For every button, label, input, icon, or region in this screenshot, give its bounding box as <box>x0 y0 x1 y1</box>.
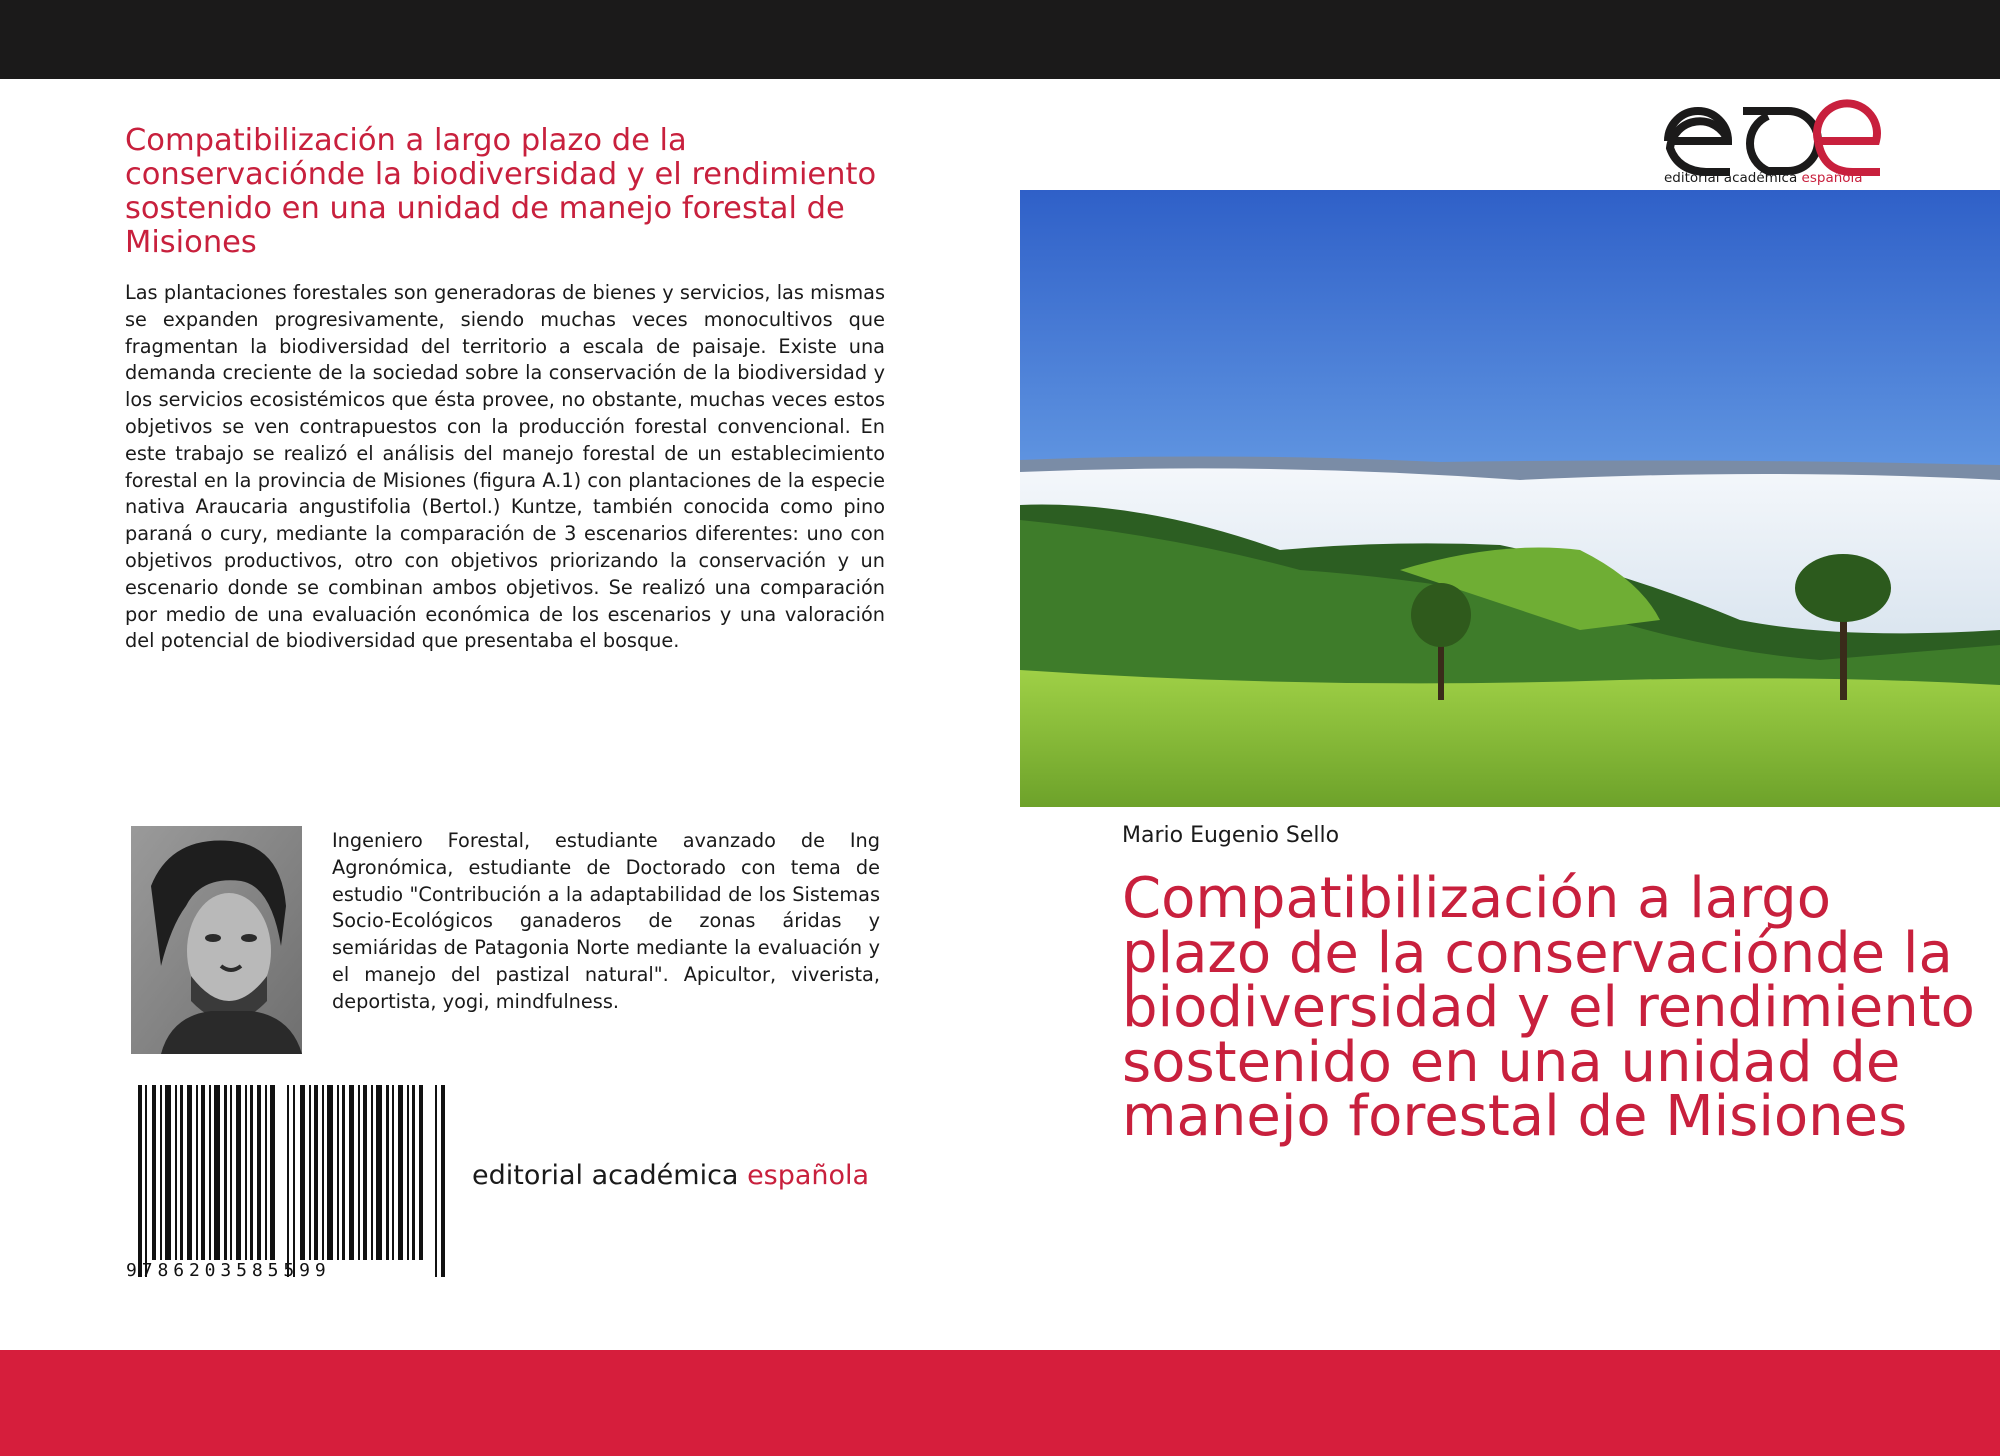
publisher-name-part1: editorial académica <box>472 1160 739 1191</box>
author-portrait <box>131 826 302 1054</box>
isbn-digits: 9786203585599 <box>126 1260 331 1281</box>
back-cover-title: Compatibilización a largo plazo de la conservaciónde la biodiversidad y el rendimiento sostenido en una unidad de manejo forestal de Misiones <box>125 123 877 260</box>
publisher-wordmark <box>472 1160 869 1191</box>
logo-caption-part1: editorial académica <box>1664 170 1798 186</box>
top-band <box>0 0 2000 79</box>
author-bio: Ingeniero Forestal, estudiante avanzado de Ing Agronómica, estudiante de Doctorado con tema de estudio "Contribución a la adaptabilidad de los Sistemas Socio-Ecológicos ganaderos de zonas áridas y semiáridas de Patagonia Norte mediante la evaluación y el manejo del pastizal natural". Apicultor, viverista, deportista, yogi, mindfulness. <box>332 829 880 1013</box>
front-author: Mario Eugenio Sello <box>1122 823 1340 848</box>
author-portrait-image <box>131 826 302 1054</box>
logo-caption-part2: española <box>1801 170 1863 186</box>
back-cover-blurb: Las plantaciones forestales son generadoras de bienes y servicios, las mismas se expanden progresivamente, siendo muchas veces monocultivos que fragmentan la biodiversidad del territorio a escala de paisaje. Existe una demanda creciente de la sociedad sobre la conservación de la biodiversidad y los servicios ecosistémicos que ésta provee, no obstante, muchas veces estos objetivos se ven contrapuestos con la producción forestal convencional. En este trabajo se realizó el análisis del manejo forestal de un establecimiento forestal en la provincia de Misiones (figura A.1) con plantaciones de la especie nativa Araucaria angustifolia (Bertol.) Kuntze, también conocida como pino paraná o cury, mediante la comparación de 3 escenarios diferentes: uno con objetivos productivos, otro con objetivos priorizando la conservación y un escenario donde se combinan ambos objetivos. Se realizó una comparación por medio de una evaluación económica de los escenarios y una valoración del potencial de biodiversidad que presentaba el bosque. <box>125 281 885 653</box>
logo-caption <box>1664 170 1884 186</box>
barcode <box>130 1085 456 1285</box>
bottom-band <box>0 1350 2000 1456</box>
landscape-image <box>1020 190 2000 807</box>
cover-landscape-photo <box>1020 190 2000 807</box>
publisher-name-part2: española <box>747 1160 870 1191</box>
front-cover-title: Compatibilización a largo plazo de la conservaciónde la biodiversidad y el rendimiento sostenido en una unidad de manejo forestal de Misiones <box>1122 866 1975 1149</box>
